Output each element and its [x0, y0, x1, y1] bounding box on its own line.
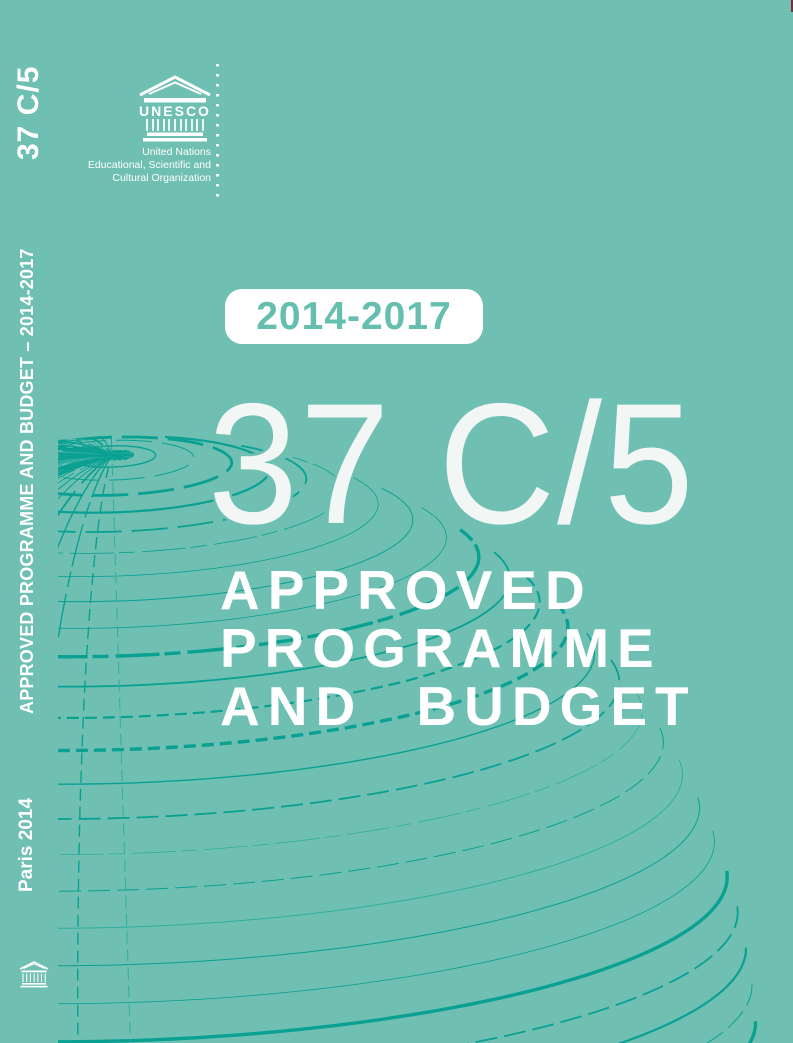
document-code-large: 37 C/5	[208, 368, 696, 560]
org-name-line: Educational, Scientific and	[87, 158, 211, 171]
period-badge	[225, 289, 483, 344]
org-name-line: Cultural Organization	[112, 171, 211, 184]
period-badge-label: 2014-2017	[256, 294, 452, 338]
unesco-acronym: UNESCO	[139, 103, 211, 119]
spine-doc-code: 37 C/5	[12, 65, 45, 160]
cover-title	[220, 561, 697, 735]
spine-title: APPROVED PROGRAMME AND BUDGET – 2014-2017	[17, 248, 37, 714]
cover-title-line: AND BUDGET	[220, 675, 697, 737]
dotted-divider-line	[216, 64, 219, 200]
cover-title-line: APPROVED	[220, 559, 593, 621]
unesco-org-name	[58, 146, 211, 184]
unesco-temple-small-icon	[18, 960, 50, 988]
spine-place-year: Paris 2014	[16, 797, 37, 892]
org-name-line: United Nations	[142, 146, 211, 158]
cover-title-line: PROGRAMME	[220, 617, 662, 679]
unesco-temple-logo-icon	[137, 74, 213, 142]
